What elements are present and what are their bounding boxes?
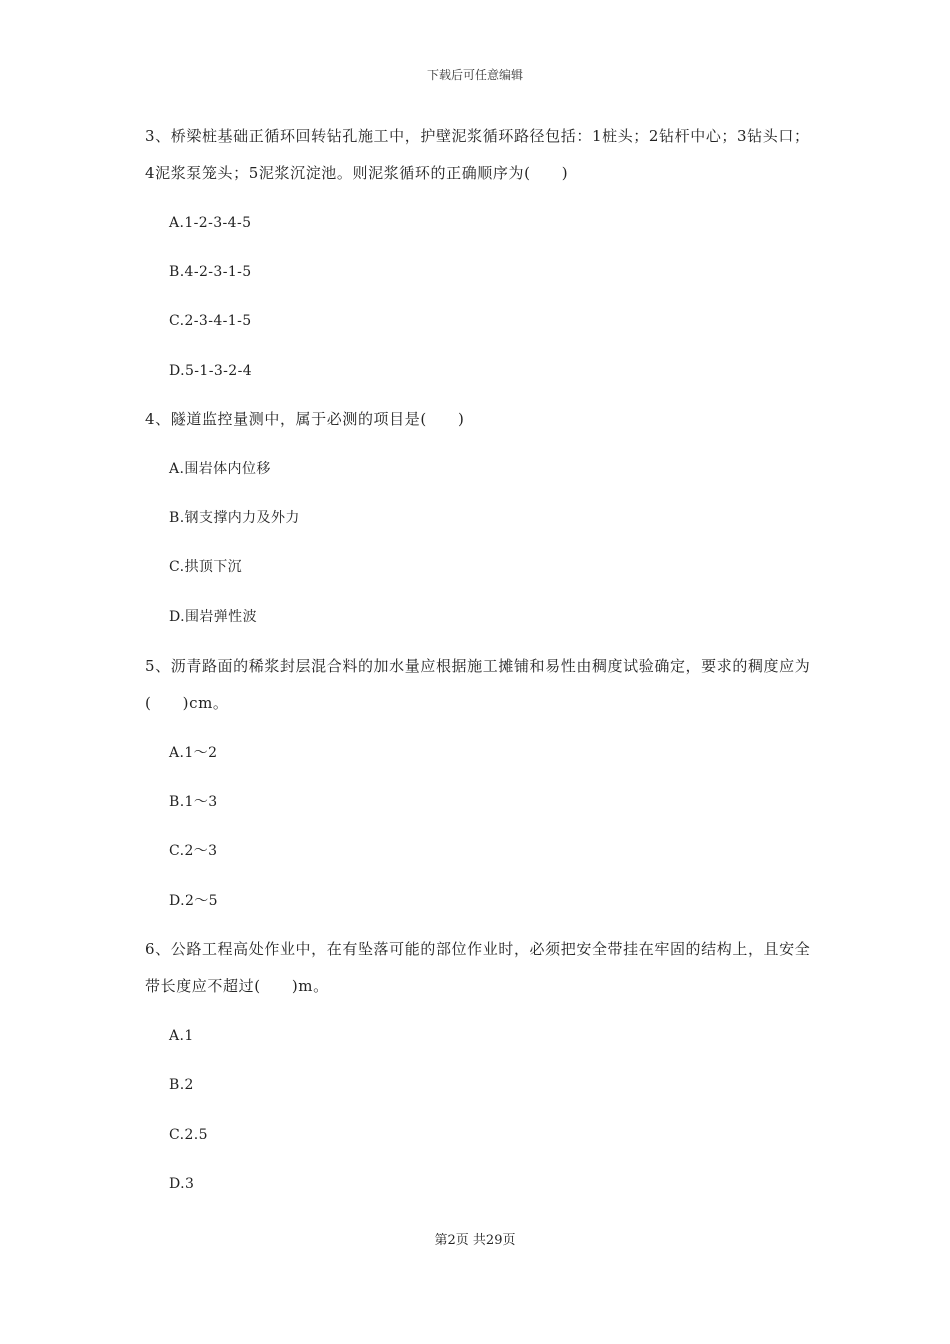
- question-3-option-c: C.2-3-4-1-5: [169, 313, 252, 329]
- question-5-stem: 5、沥青路面的稀浆封层混合料的加水量应根据施工摊铺和易性由稠度试验确定，要求的稠度应为( )cm。: [145, 657, 811, 712]
- question-5-option-b: B.1～3: [169, 794, 218, 810]
- page-number-footer: 第2页 共29页: [434, 1233, 516, 1248]
- question-6-option-a: A.1: [169, 1028, 194, 1044]
- question-6-option-b: B.2: [169, 1077, 194, 1093]
- question-4-option-a: A.围岩体内位移: [169, 461, 271, 477]
- question-3-option-b: B.4-2-3-1-5: [169, 264, 252, 280]
- question-5-option-c: C.2～3: [169, 843, 218, 859]
- question-6-option-c: C.2.5: [169, 1127, 208, 1143]
- question-3-option-d: D.5-1-3-2-4: [169, 363, 253, 379]
- question-4-option-d: D.围岩弹性波: [169, 609, 257, 625]
- question-6-stem: 6、公路工程高处作业中，在有坠落可能的部位作业时，必须把安全带挂在牢固的结构上，且安全带长度应不超过( )m。: [145, 940, 811, 995]
- question-3-option-a: A.1-2-3-4-5: [169, 215, 252, 231]
- question-6-option-d: D.3: [169, 1176, 195, 1192]
- question-5-option-d: D.2～5: [169, 893, 218, 909]
- question-3-stem: 3、桥梁桩基础正循环回转钻孔施工中，护壁泥浆循环路径包括：1桩头；2钻杆中心；3钻头口；4泥浆泵笼头；5泥浆沉淀池。则泥浆循环的正确顺序为( ): [145, 127, 810, 182]
- question-4-stem: 4、隧道监控量测中，属于必测的项目是( ): [145, 410, 465, 428]
- page-header-note: 下载后可任意编辑: [426, 68, 523, 82]
- question-4-option-c: C.拱顶下沉: [169, 559, 243, 575]
- question-4-option-b: B.钢支撑内力及外力: [169, 510, 300, 526]
- question-5-option-a: A.1～2: [169, 745, 218, 761]
